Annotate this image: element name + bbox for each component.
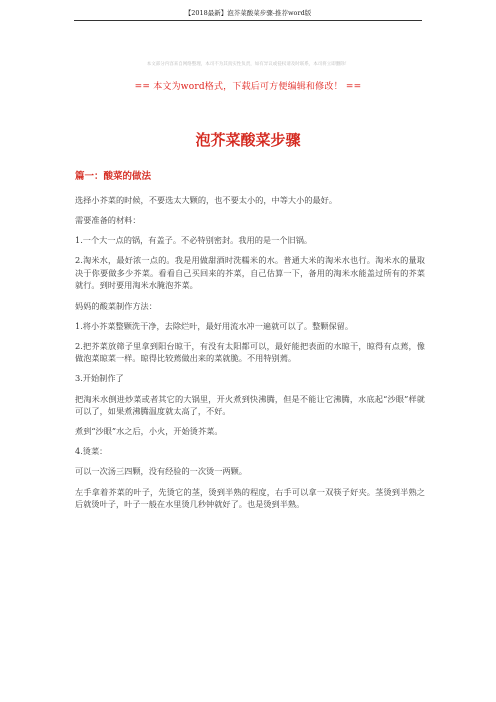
section-heading: 篇一：酸菜的做法: [75, 171, 152, 182]
paragraph: 可以一次汤三四颗，没有经验的一次烫一两颗。: [75, 466, 247, 477]
paragraph: 1.一个大一点的锅，有盖子。不必特别密封。我用的是一个旧锅。: [75, 235, 313, 246]
paragraph: 需要准备的材料：: [75, 215, 141, 226]
format-notice: == 本文为word格式，下载后可方便编辑和修改！ ==: [134, 82, 362, 92]
paragraph: 4.烫菜：: [75, 446, 108, 457]
paragraph: 选择小芥菜的时候，不要选太大颗的，也不要太小的，中等大小的最好。: [75, 195, 338, 205]
paragraph: 1.将小芥菜整颗洗干净，去除烂叶，最好用流水冲一遍就可以了。整颗保留。: [75, 320, 354, 331]
document-title: 泡芥菜酸菜步骤: [195, 131, 301, 149]
header-divider: [74, 20, 422, 21]
disclaimer-text: 本文部分内容来自网络整理，本司不为其真实性负责，如有异议或侵权请及时联系，本司将立即删除！: [146, 62, 350, 67]
paragraph: 煮到“沙眼”水之后，小火，开始烫芥菜。: [75, 426, 223, 437]
document-body: [75, 170, 425, 518]
paragraph: 2.淘米水，最好浓一点的。我是用做甜酒时洗糯米的水。普通大米的淘米水也行。淘米水的量取决于你要做多少芥菜。看看自己买回来的芥菜，自己估算一下，备用的淘米水能盖过所有的芥菜就行。到时要用淘米水腌泡芥菜。: [75, 255, 425, 291]
paragraph: 妈妈的酸菜制作方法：: [75, 300, 157, 311]
paragraph: 左手拿着芥菜的叶子，先烫它的茎，烫到半熟的程度，右手可以拿一双筷子好夹。茎烫到半熟之后就烫叶子，叶子一般在水里烫几秒钟就好了。也是烫到半熟。: [75, 486, 425, 510]
page-header-title: 【2018最新】泡芥菜酸菜步骤-推荐word版: [184, 9, 312, 17]
paragraph: 把淘米水倒进炒菜或者其它的大锅里，开火煮到快沸腾，但是不能让它沸腾，水底起“沙眼”样就可以了，如果煮沸腾温度就太高了，不好。: [75, 393, 425, 417]
paragraph: 3.开始制作了: [75, 373, 124, 384]
paragraph: 2.把芥菜放筛子里拿到阳台晾干，有没有太阳都可以，最好能把表面的水晾干，晾得有点蔫，像做泡菜晾菜一样。晾得比较蔫做出来的菜就脆。不用特别蔫。: [75, 340, 425, 364]
